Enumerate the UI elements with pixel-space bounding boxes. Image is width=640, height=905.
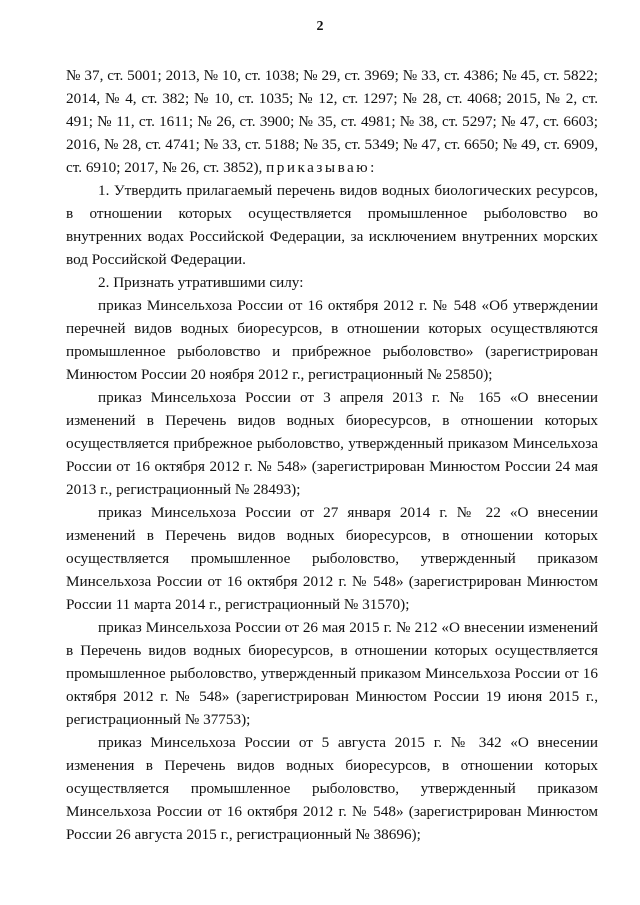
intro-paragraph — [66, 64, 598, 179]
page-number: 2 — [316, 19, 324, 34]
repealed-order-1: приказ Минсельхоза России от 16 октября 2012 г. № 548 «Об утверждении перечней видов водных биоресурсов, в отношении которых осуществляются промышленное рыболовство и прибрежное рыболовство» (зарегистрирован Минюстом России 20 ноября 2012 г., регистрационный № 25850); — [66, 297, 598, 383]
repealed-order-3: приказ Минсельхоза России от 27 января 2014 г. № 22 «О внесении изменений в Перечень видов водных биоресурсов, в отношении которых осуществляется промышленное рыболовство, утвержденный приказом Минсельхоза России от 16 октября 2012 г. № 548» (зарегистрирован Минюстом России 11 марта 2014 г., регистрационный № 31570); — [66, 504, 598, 613]
repealed-order-4: приказ Минсельхоза России от 26 мая 2015 г. № 212 «О внесении изменений в Перечень видов водных биоресурсов, в отношении которых осуществляется промышленное рыболовство, утвержденный приказом Минсельхоза России от 16 октября 2012 г. № 548» (зарегистрирован Минюстом России 19 июня 2015 г., регистрационный № 37753); — [66, 619, 598, 728]
document-body — [66, 64, 598, 846]
intro-text: № 37, ст. 5001; 2013, № 10, ст. 1038; № 29, ст. 3969; № 33, ст. 4386; № 45, ст. 5822; 2014, № 4, ст. 382; № 10, ст. 1035; № 12, ст. 1297; № 28, ст. 4068; 2015, № 2, ст. 491; № 11, ст. 1611; № 26, ст. 3900; № 35, ст. 4981; № 38, ст. 5297; № 47, ст. 6603; 2016, № 28, ст. 4741; № 33, ст. 5188; № 35, ст. 5349; № 47, ст. 6650; № 49, ст. 6909, ст. 6910; 2017, № 26, ст. 3852), — [66, 67, 598, 176]
item-repeal: 2. Признать утратившими силу: — [98, 274, 304, 291]
repealed-order-2: приказ Минсельхоза России от 3 апреля 2013 г. № 165 «О внесении изменений в Перечень видов водных биоресурсов, в отношении которых осуществляется прибрежное рыболовство, утвержденный приказом Минсельхоза России от 16 октября 2012 г. № 548» (зарегистрирован Минюстом России 24 мая 2013 г., регистрационный № 28493); — [66, 389, 598, 498]
repealed-order-5: приказ Минсельхоза России от 5 августа 2015 г. № 342 «О внесении изменения в Перечень видов водных биоресурсов, в отношении которых осуществляется промышленное рыболовство, утвержденный приказом Минсельхоза России от 16 октября 2012 г. № 548» (зарегистрирован Минюстом России 26 августа 2015 г., регистрационный № 38696); — [66, 734, 598, 843]
item-approve: 1. Утвердить прилагаемый перечень видов водных биологических ресурсов, в отношении которых осуществляется промышленное рыболовство во внутренних водах Российской Федерации, за исключением внутренних морских вод Российской Федерации. — [66, 182, 598, 268]
order-word: приказываю: — [266, 159, 377, 176]
